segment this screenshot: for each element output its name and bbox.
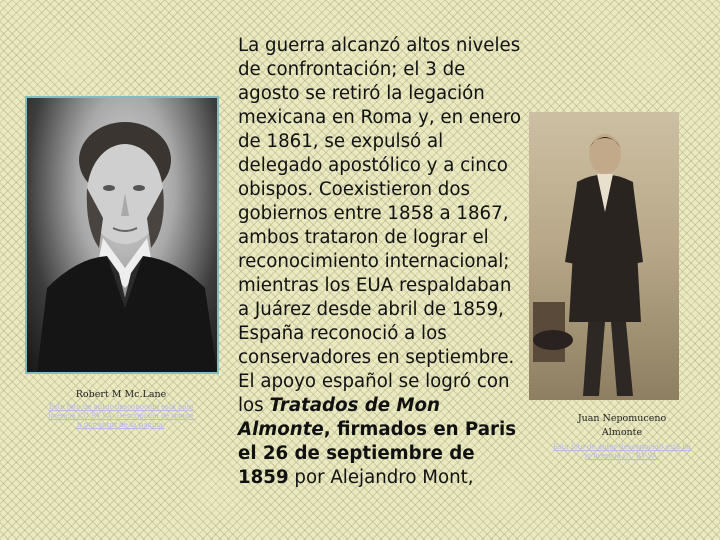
treaty-date: , firmados en Paris el 26 de septiembre de 1859 [238,419,517,488]
mclane-name: Robert M Mc.Lane [75,389,167,400]
paragraph-text: La guerra alcanzó altos niveles de confrontación; el 3 de agosto se retiró la legación mexicana en Roma y, en enero de 1861, se expulsó al delegado apostólico y a cinco obispos. Coexistieron dos gobiernos entre 1858 a 1867, ambos trataron de lograr el reconocimiento internacional; mientras los EUA respaldaban a Juárez desde abril de 1859, España reconoció a los conservadores en septiembre. El apoyo español se logró con los [238,35,522,416]
main-paragraph [238,34,528,490]
almonte-credit-link[interactable]: Esta foto de autor desconocido está bajo licencia CC BY-SA. [553,443,691,460]
almonte-name-line2: Almonte [601,427,643,438]
mclane-portrait [25,96,219,374]
mclane-credit-link[interactable]: Este foto de autor desconocido está bajo licencia CC BY-SA. Descripción de imagen por autor de la página. [48,403,194,429]
almonte-portrait [529,112,679,400]
almonte-caption [552,412,692,461]
mclane-figure [27,98,217,372]
almonte-figure [529,112,679,400]
paragraph-text-end: por Alejandro Mont, [288,467,474,488]
treaty-name: Tratados de Mon Almonte [238,395,440,440]
mclane-caption [48,389,194,430]
almonte-name-line1: Juan Nepomuceno [577,413,667,424]
